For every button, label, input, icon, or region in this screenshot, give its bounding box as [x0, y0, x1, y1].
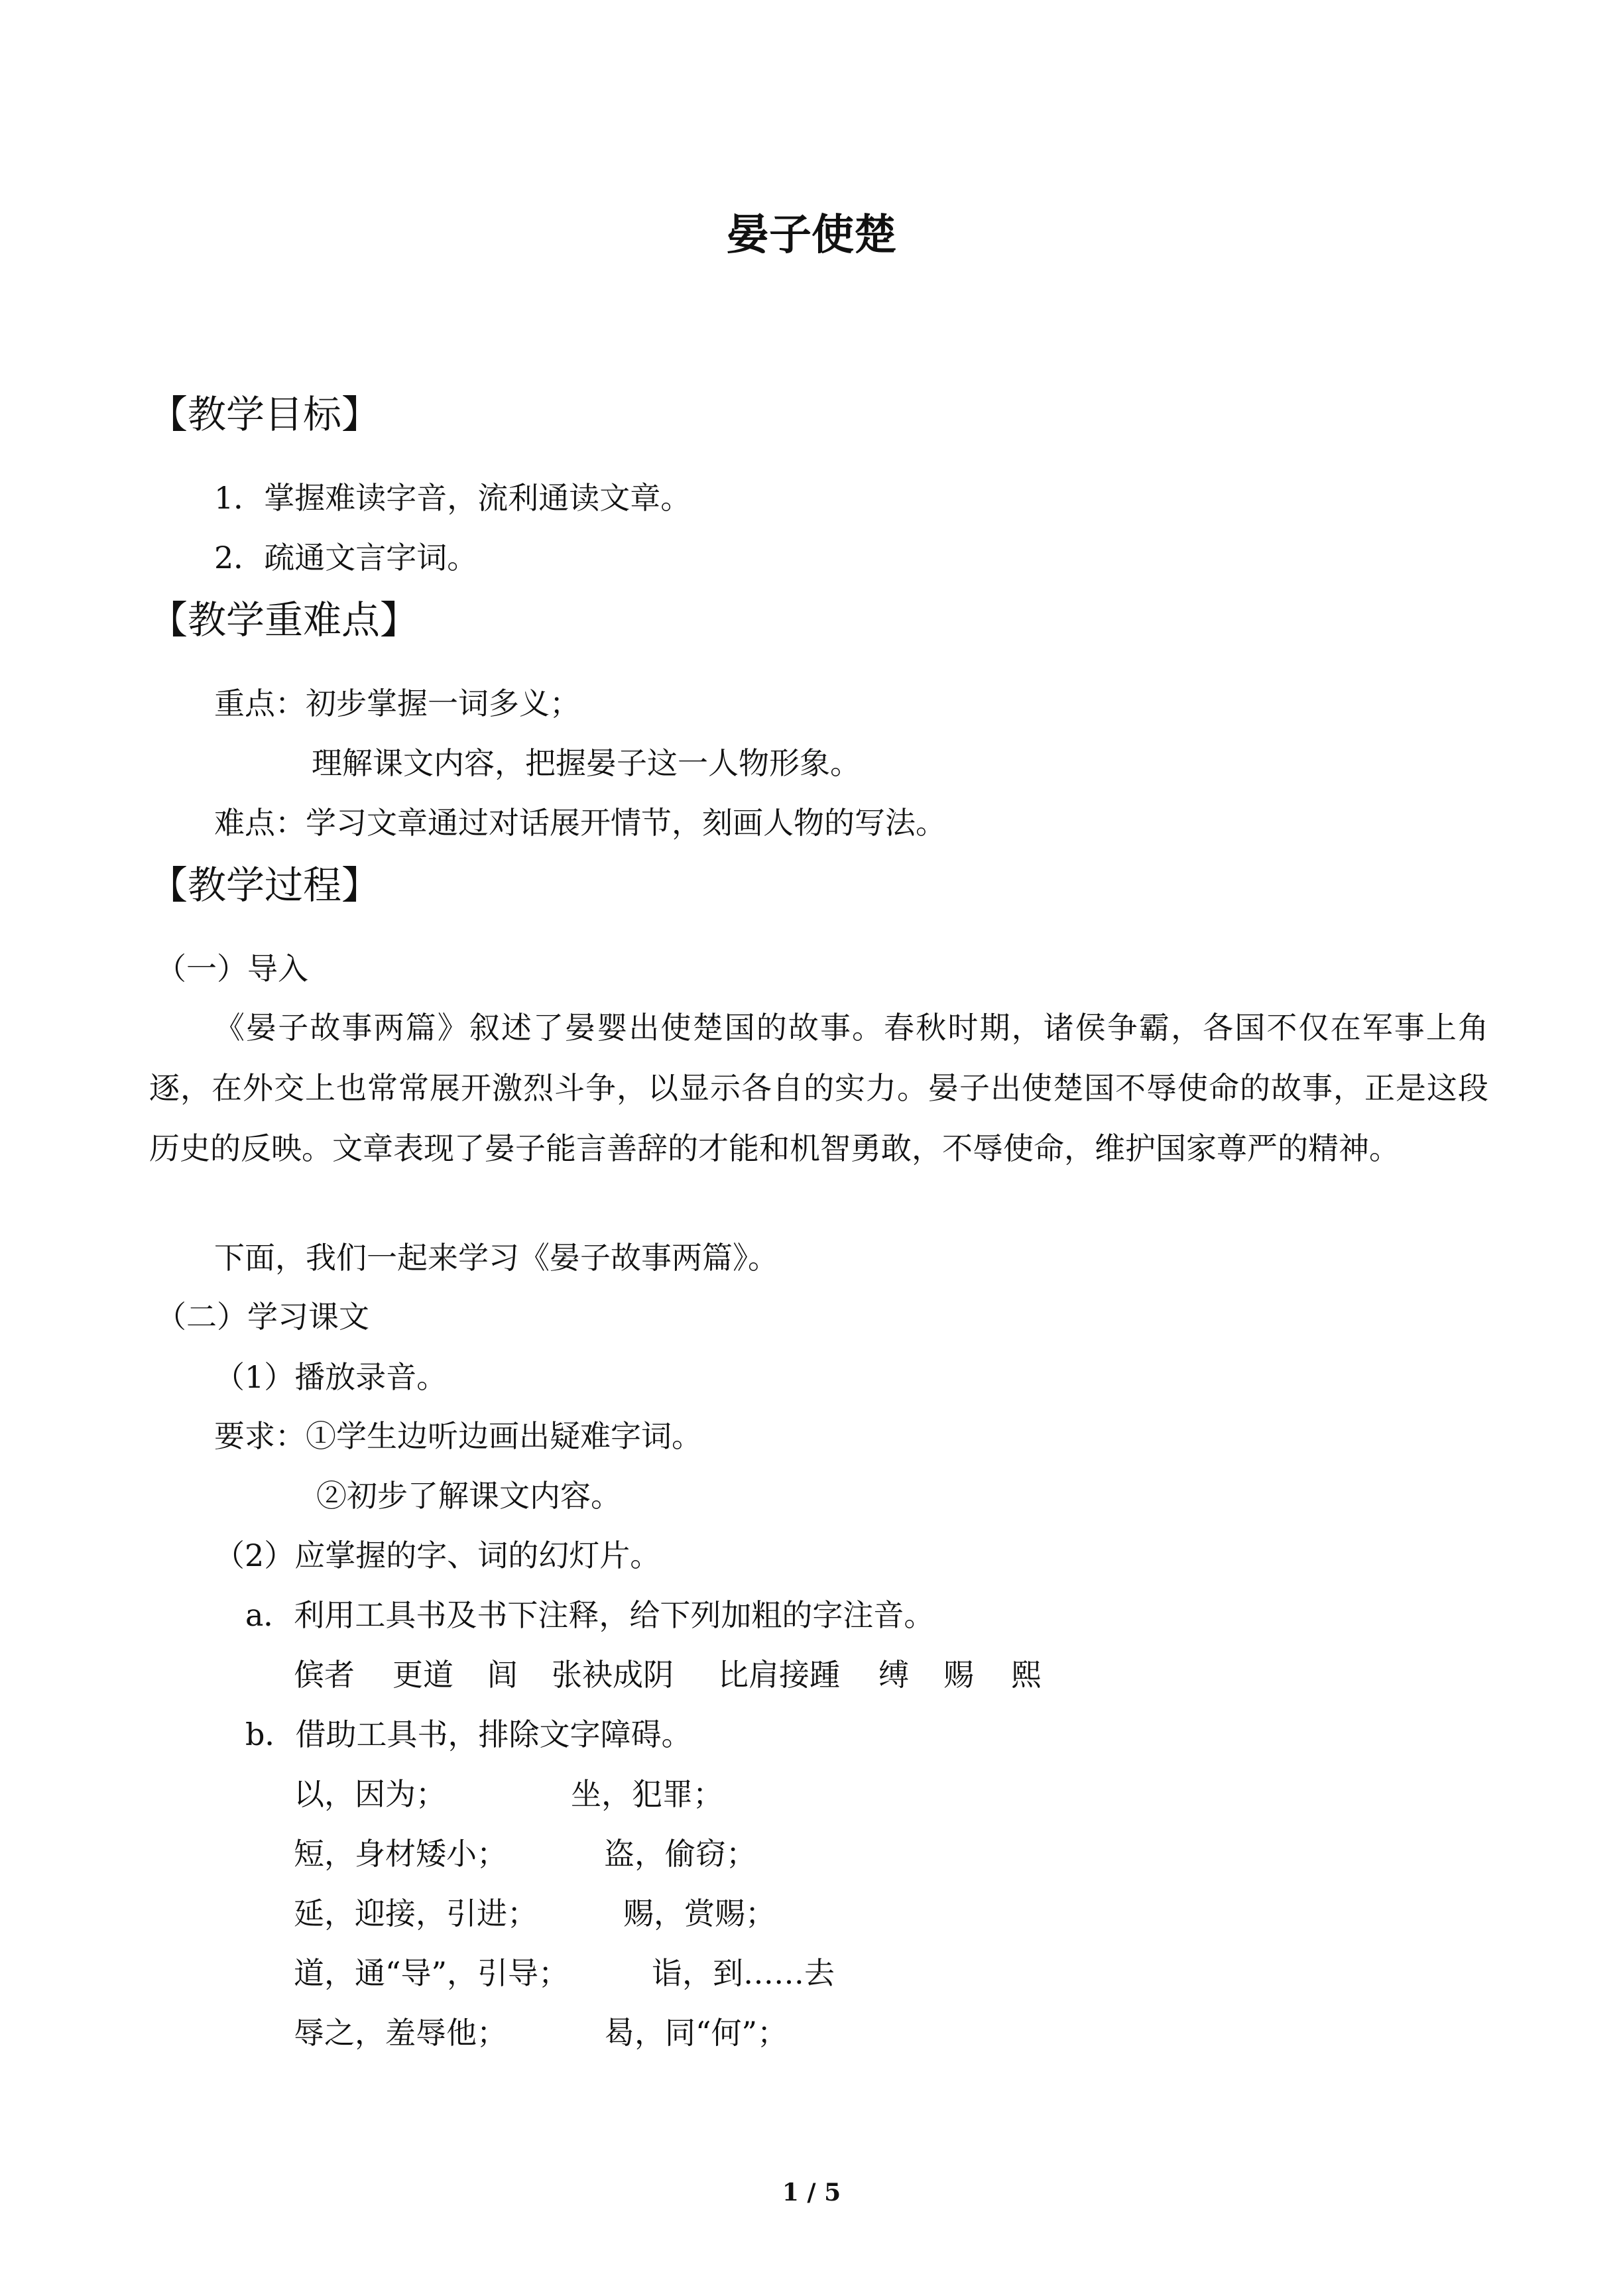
glossary-row	[294, 2012, 957, 2053]
glossary-term: 曷，同“何”；	[604, 2015, 788, 2051]
glossary-term: 以，因为；	[294, 1776, 446, 1812]
section-heading-objectives: 【教学目标】	[149, 392, 381, 437]
word-item: 更道	[392, 1657, 453, 1693]
word-item: 熙	[1011, 1657, 1042, 1693]
subsection-heading-intro: （一）导入	[156, 951, 308, 987]
requirement-line: 要求：①学生边听边画出疑难字词。	[214, 1418, 702, 1454]
glossary-row	[294, 1893, 957, 1934]
glossary-row	[294, 1774, 957, 1815]
word-item: 傧者	[294, 1657, 355, 1693]
step-label: （2）应掌握的字、词的幻灯片。	[214, 1538, 661, 1573]
page-number: 1 / 5	[782, 2179, 841, 2206]
subsection-heading-learn: （二）学习课文	[156, 1299, 369, 1335]
glossary-term: 盗，偷窃；	[604, 1836, 756, 1872]
task-label: a．利用工具书及书下注释，给下列加粗的字注音。	[245, 1597, 935, 1633]
requirement-line: ②初步了解课文内容。	[316, 1478, 621, 1514]
objective-item: 1．掌握难读字音，流利通读文章。	[214, 480, 691, 516]
page-title: 晏子使楚	[727, 210, 896, 260]
word-item: 张袂成阴	[552, 1657, 674, 1693]
glossary-row	[294, 1833, 957, 1874]
glossary-term: 诣，到……去	[652, 1955, 835, 1991]
section-heading-process: 【教学过程】	[149, 863, 381, 908]
section-heading-key-points: 【教学重难点】	[149, 597, 419, 642]
word-item: 赐	[943, 1657, 974, 1693]
key-point-line: 重点：初步掌握一词多义；	[214, 686, 580, 721]
glossary-term: 延，迎接，引进；	[294, 1896, 538, 1931]
glossary-term: 辱之，羞辱他；	[294, 2015, 507, 2051]
intro-paragraph: 《晏子故事两篇》叙述了晏婴出使楚国的故事。春秋时期，诸侯争霸，各国不仅在军事上角逐，在外交上也常常展开激烈斗争，以显示各自的实力。晏子出使楚国不辱使命的故事，正是这段历史的反映。文章表现了晏子能言善辞的才能和机智勇敢，不辱使命，维护国家尊严的精神。	[149, 1010, 1488, 1166]
objective-item: 2．疏通文言字词。	[214, 540, 478, 575]
key-point-line: 理解课文内容，把握晏子这一人物形象。	[312, 745, 861, 781]
task-label: b．借助工具书，排除文字障碍。	[245, 1717, 692, 1752]
glossary-term: 坐，犯罪；	[571, 1776, 723, 1812]
pronunciation-word-list	[294, 1654, 1089, 1695]
word-item: 比肩接踵	[718, 1657, 840, 1693]
glossary-term: 短，身材矮小；	[294, 1836, 507, 1872]
word-item: 闾	[487, 1657, 518, 1693]
word-item: 缚	[878, 1657, 909, 1693]
glossary-term: 赐，赏赐；	[623, 1896, 776, 1931]
intro-closing: 下面，我们一起来学习《晏子故事两篇》。	[214, 1240, 778, 1276]
glossary-row	[294, 1953, 957, 1994]
glossary-term: 道，通“导”，引导；	[294, 1955, 570, 1991]
difficulty-line: 难点：学习文章通过对话展开情节，刻画人物的写法。	[214, 805, 946, 841]
step-label: （1）播放录音。	[214, 1359, 448, 1395]
